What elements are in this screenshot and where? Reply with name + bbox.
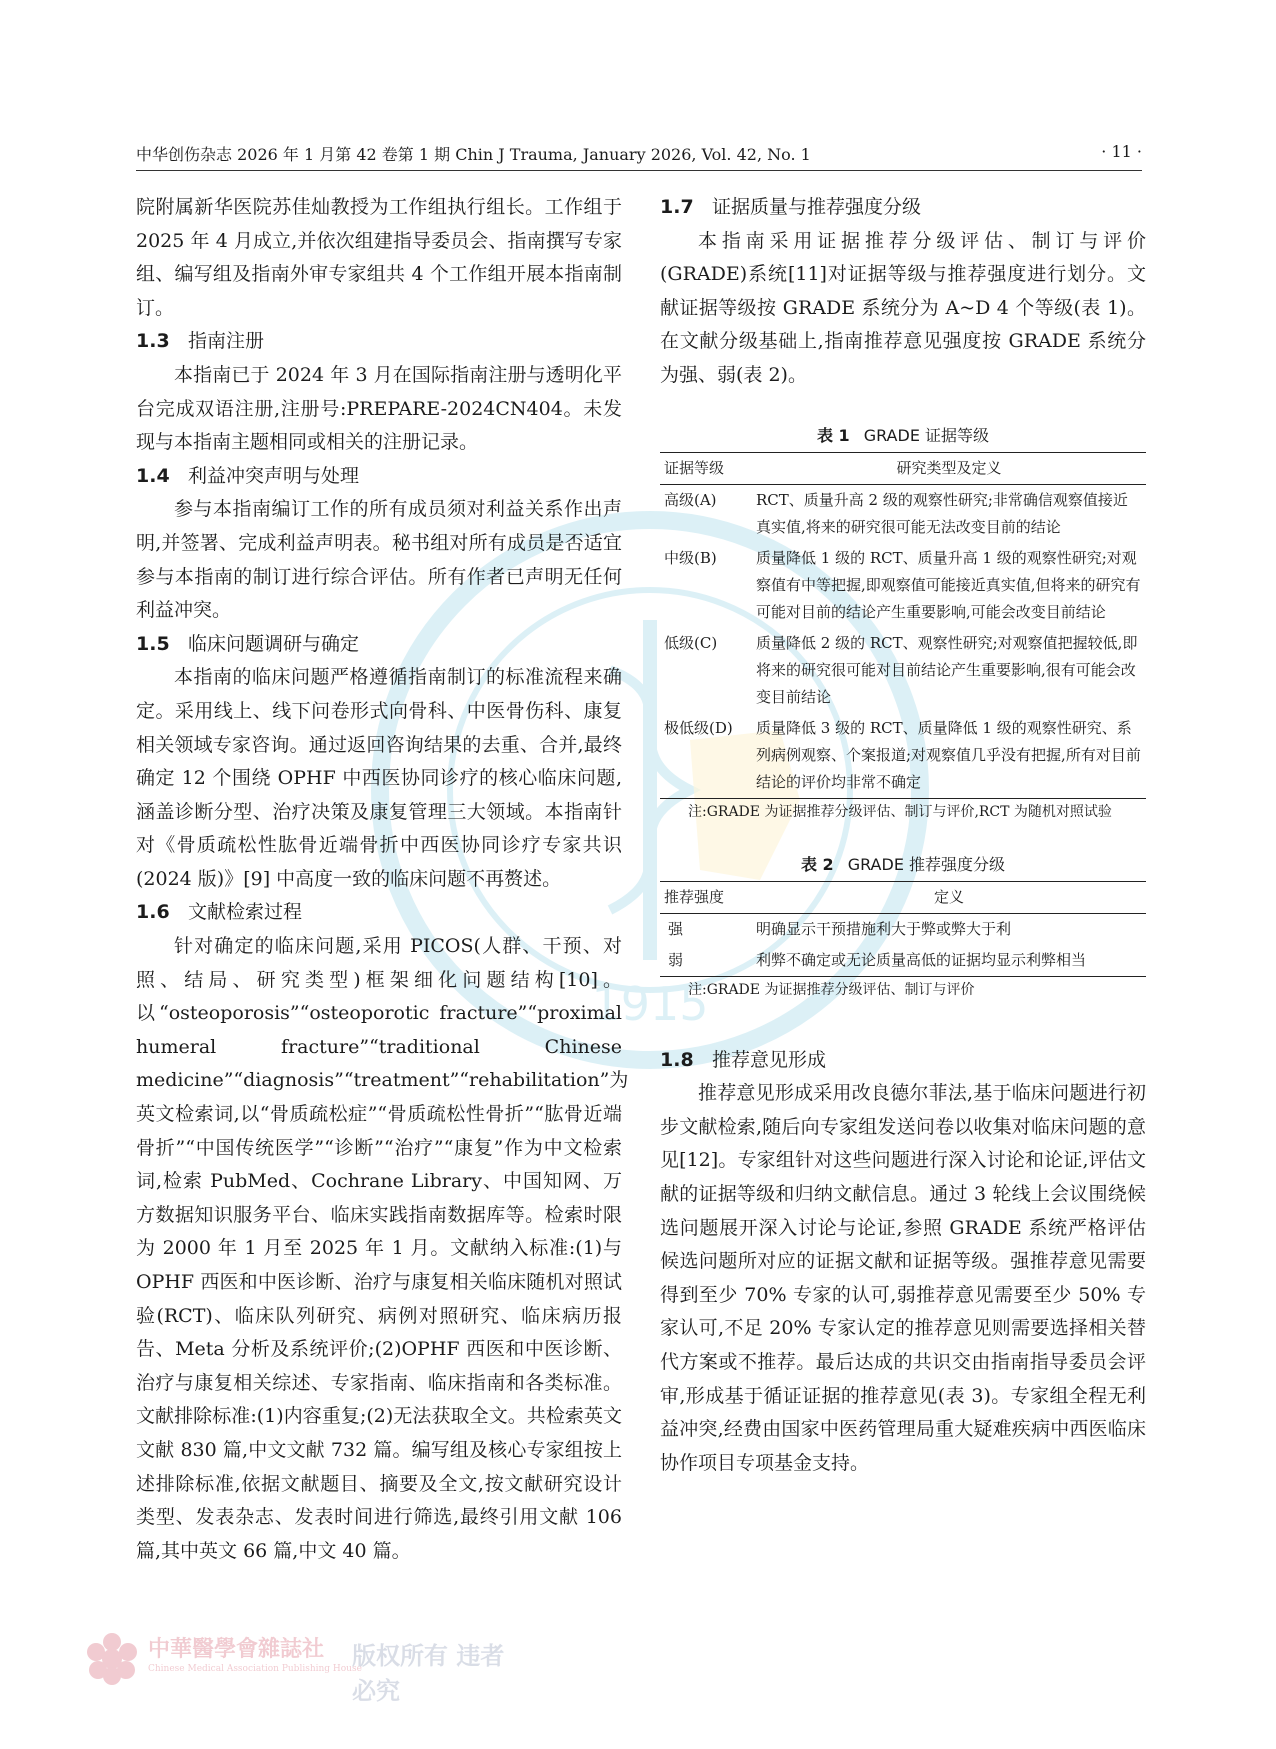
table2-note: 注:GRADE 为证据推荐分级评估、制订与评价: [688, 981, 975, 998]
publisher-name-en: Chinese Medical Association Publishing House: [148, 1664, 362, 1674]
section-heading-1-4: 1.4 利益冲突声明与处理: [136, 464, 360, 487]
table-row: 中级(B) 质量降低 1 级的 RCT、质量升高 1 级的观察性研究;对观察值有中等把握,即观察值可能接近真实值,但将来的研究有可能对目前的结论产生重要影响,可能会改变目前结论: [664, 548, 1141, 621]
table1-header-grade: 证据等级: [660, 452, 752, 484]
table-row: 高级(A) RCT、质量升高 2 级的观察性研究;非常确信观察值接近真实值,将来的研究很可能无法改变目前的结论: [664, 490, 1128, 536]
right-column: [660, 191, 1146, 1480]
table2-header-strength: 推荐强度: [660, 881, 752, 913]
publisher-watermark: [82, 1630, 522, 1705]
section-heading-1-3: 1.3 指南注册: [136, 330, 265, 353]
paragraph-conflict: 参与本指南编订工作的所有成员须对利益关系作出声明,并签署、完成利益声明表。秘书组对所有成员是否适宜参与本指南的制订进行综合评估。所有作者已声明无任何利益冲突。: [136, 498, 622, 622]
left-column: [136, 191, 629, 1568]
section-heading-1-6: 1.6 文献检索过程: [136, 901, 303, 924]
table2-caption: 表 2 GRADE 推荐强度分级: [800, 854, 1006, 874]
publisher-name-cn: 中華醫學會雜誌社: [148, 1636, 325, 1662]
table-grade-evidence: [660, 452, 1146, 799]
section-heading-1-7: 1.7 证据质量与推荐强度分级: [660, 196, 922, 218]
section-heading-1-5: 1.5 临床问题调研与确定: [136, 632, 360, 655]
table-row: 低级(C) 质量降低 2 级的 RCT、观察性研究;对观察值把握较低,即将来的研究很可能对目前结论产生重要影响,很有可能会改变目前结论: [664, 633, 1138, 706]
table-recommendation-strength: [660, 881, 1146, 977]
paragraph-recommendation-formation: 推荐意见形成采用改良德尔菲法,基于临床问题进行初步文献检索,随后向专家组发送问卷以收集对临床问题的意见[12]。专家组针对这些问题进行深入讨论和论证,评估文献的证据等级和归纳文献信息。通过 3 轮线上会议围绕候选问题展开深入讨论与论证,参照 GRADE 系统严格评估候选问题所对应的证据文献和证据等级。强推荐意见需要得到至少 70% 专家的认可,弱推荐意见需要至少 50% 专家认可,不足 20% 专家认定的推荐意见则需要选择相关替代方案或不推荐。最后达成的共识交由指南指导委员会评审,形成基于循证证据的推荐意见(表 3)。专家组全程无利益冲突,经费由国家中医药管理局重大疑难疾病中西医临床协作项目专项基金支持。: [660, 1082, 1146, 1474]
paragraph-grade: 本指南采用证据推荐分级评估、制订与评价(GRADE)系统[11]对证据等级与推荐强度进行划分。文献证据等级按 GRADE 系统分为 A~D 4 个等级(表 1)。在文献分级基础上,指南推荐意见强度按 GRADE 系统分为强、弱(表 2)。: [660, 229, 1146, 386]
table-row: 弱 利弊不确定或无论质量高低的证据均显示利弊相当: [660, 945, 1146, 977]
table1-header-definition: 研究类型及定义: [752, 452, 1146, 484]
running-header: [136, 142, 1142, 168]
journal-info: 中华创伤杂志 2026 年 1 月第 42 卷第 1 期 Chin J Trauma, January 2026, Vol. 42, No. 1: [136, 145, 811, 164]
paragraph-clinical-questions: 本指南的临床问题严格遵循指南制订的标准流程来确定。采用线上、线下问卷形式向骨科、中医骨伤科、康复相关领域专家咨询。通过返回咨询结果的去重、合并,最终确定 12 个围绕 OPHF 中西医协同诊疗的核心临床问题,涵盖诊断分型、治疗决策及康复管理三大领域。本指南针对《骨质疏松性肱骨近端骨折中西医协同诊疗专家共识(2024 版)》[9] 中高度一致的临床问题不再赘述。: [136, 666, 622, 890]
table2-header-definition: 定义: [752, 881, 1146, 913]
table-row: 极低级(D) 质量降低 3 级的 RCT、质量降低 1 级的观察性研究、系列病例观察、个案报道;对观察值几乎没有把握,所有对目前结论的评价均非常不确定: [660, 713, 1146, 799]
header-rule: [136, 170, 1142, 171]
table1-caption: 表 1 GRADE 证据等级: [816, 425, 990, 445]
paragraph-literature-search: 针对确定的临床问题,采用 PICOS(人群、干预、对照、结局、研究类型)框架细化问题结构[10]。以“osteoporosis”“osteoporotic fracture”“proximal humeral fracture”“traditional Chinese medicine”“diagnosis”“treatment”“rehabilitation”为英文检索词,以“骨质疏松症”“骨质疏松性骨折”“肱骨近端骨折”“中国传统医学”“诊断”“治疗”“康复”作为中文检索词,检索 PubMed、Cochrane Library、中国知网、万方数据知识服务平台、临床实践指南数据库等。检索时限为 2000 年 1 月至 2025 年 1 月。文献纳入标准:(1)与 OPHF 西医和中医诊断、治疗与康复相关临床随机对照试验(RCT)、临床队列研究、病例对照研究、临床病历报告、Meta 分析及系统评价;(2)OPHF 西医和中医诊断、治疗与康复相关综述、专家指南、临床指南和各类标准。文献排除标准:(1)内容重复;(2)无法获取全文。共检索英文文献 830 篇,中文文献 732 篇。编写组及核心专家组按上述排除标准,依据文献题目、摘要及全文,按文献研究设计类型、发表杂志、发表时间进行筛选,最终引用文献 106 篇,其中英文 66 篇,中文 40 篇。: [136, 935, 629, 1562]
paragraph-registration: 本指南已于 2024 年 3 月在国际指南注册与透明化平台完成双语注册,注册号:PREPARE-2024CN404。未发现与本指南主题相同或相关的注册记录。: [136, 363, 622, 454]
publisher-flower-icon: [82, 1630, 142, 1688]
seal-year: 1915: [591, 977, 709, 1031]
paragraph-continued: 院附属新华医院苏佳灿教授为工作组执行组长。工作组于 2025 年 4 月成立,并依次组建指导委员会、指南撰写专家组、编写组及指南外审专家组共 4 个工作组开展本指南制订。: [136, 196, 622, 319]
table-row: 强 明确显示干预措施利大于弊或弊大于利: [668, 919, 1012, 938]
table1-note: 注:GRADE 为证据推荐分级评估、制订与评价,RCT 为随机对照试验: [688, 803, 1112, 820]
page-number: · 11 ·: [1101, 142, 1142, 161]
copyright-mark: 版权所有 违者必究: [352, 1641, 505, 1705]
section-heading-1-8: 1.8 推荐意见形成: [660, 1048, 827, 1071]
